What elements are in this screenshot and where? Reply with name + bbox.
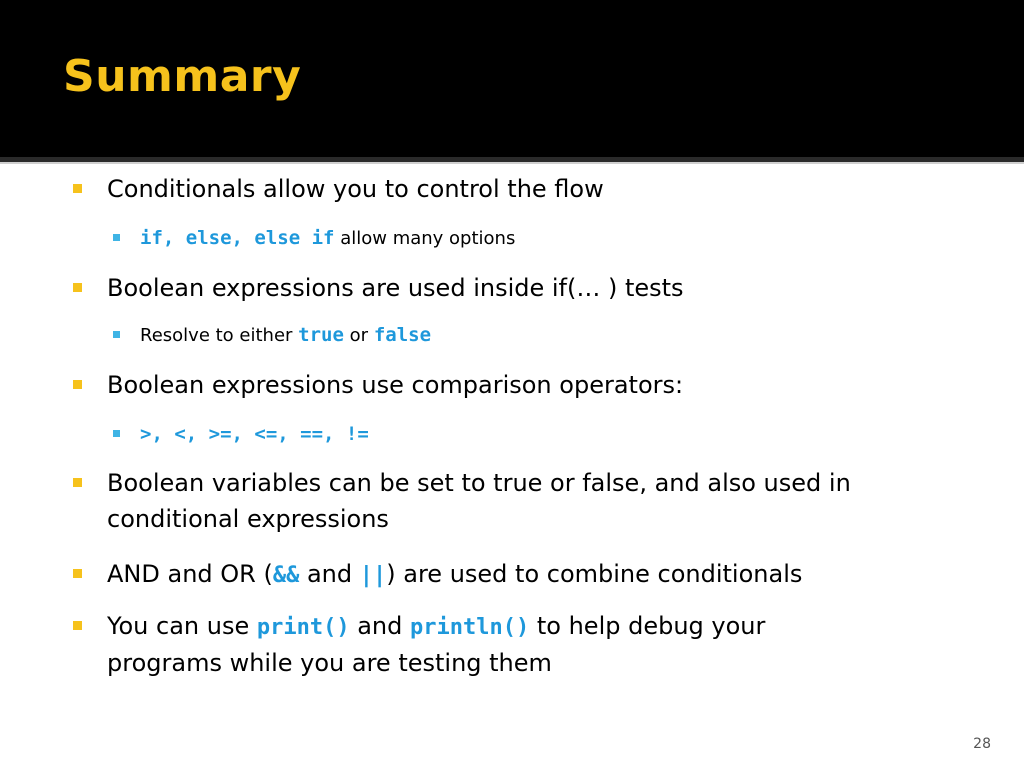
- sub-bullet-operators: [140, 419, 369, 450]
- bullet-text: and: [357, 612, 403, 640]
- bullet-text: to help debug your: [536, 612, 766, 640]
- bullet-square-icon: [73, 283, 82, 292]
- sub-bullet-square-icon: [113, 430, 120, 437]
- code-false: false: [373, 324, 432, 346]
- code-print: print(): [256, 615, 350, 640]
- bullet-text: Boolean variables can be set to true or false, and also used in: [107, 469, 851, 497]
- bullet-text: ) are used to combine conditionals: [386, 560, 803, 588]
- bullet-and-or: [107, 556, 802, 594]
- code-operators: >, <, >=, <=, ==, !=: [140, 423, 369, 445]
- bullet-square-icon: [73, 184, 82, 193]
- sub-bullet-text: or: [349, 325, 369, 346]
- code-println: println(): [410, 615, 530, 640]
- sub-bullet-if-else: [140, 223, 515, 254]
- bullet-comparison-operators: [107, 367, 683, 403]
- bullet-text: Conditionals allow you to control the flow: [107, 175, 604, 203]
- sub-bullet-square-icon: [113, 331, 120, 338]
- bullet-text: Boolean expressions use comparison operators:: [107, 371, 684, 399]
- bullet-text: AND and OR (: [107, 560, 273, 588]
- bullet-print-debug-line2: [107, 645, 552, 681]
- sub-bullet-square-icon: [113, 234, 120, 241]
- sub-bullet-text: Resolve to either: [140, 325, 293, 346]
- bullet-text: Boolean expressions are used inside if(… ) tests: [107, 274, 684, 302]
- bullet-text: conditional expressions: [107, 505, 389, 533]
- bullet-text: programs while you are testing them: [107, 649, 552, 677]
- code-true: true: [298, 324, 344, 346]
- bullet-text: and: [306, 560, 353, 588]
- bullet-boolean-variables: [107, 465, 851, 501]
- bullet-square-icon: [73, 380, 82, 389]
- bullet-conditionals: [107, 171, 604, 207]
- code-or: ||: [359, 563, 387, 588]
- bullet-boolean-variables-line2: [107, 501, 389, 537]
- code-if-else: if, else, else if: [140, 227, 335, 249]
- slide-title: Summary: [63, 51, 302, 102]
- bullet-square-icon: [73, 478, 82, 487]
- bullet-print-debug: [107, 608, 765, 646]
- bullet-square-icon: [73, 569, 82, 578]
- bullet-boolean-expressions: [107, 270, 684, 306]
- page-number: 28: [973, 736, 991, 752]
- bullet-text: You can use: [107, 612, 250, 640]
- sub-bullet-text: allow many options: [340, 228, 516, 249]
- code-and: &&: [272, 563, 300, 588]
- bullet-square-icon: [73, 621, 82, 630]
- sub-bullet-resolve: [140, 320, 431, 351]
